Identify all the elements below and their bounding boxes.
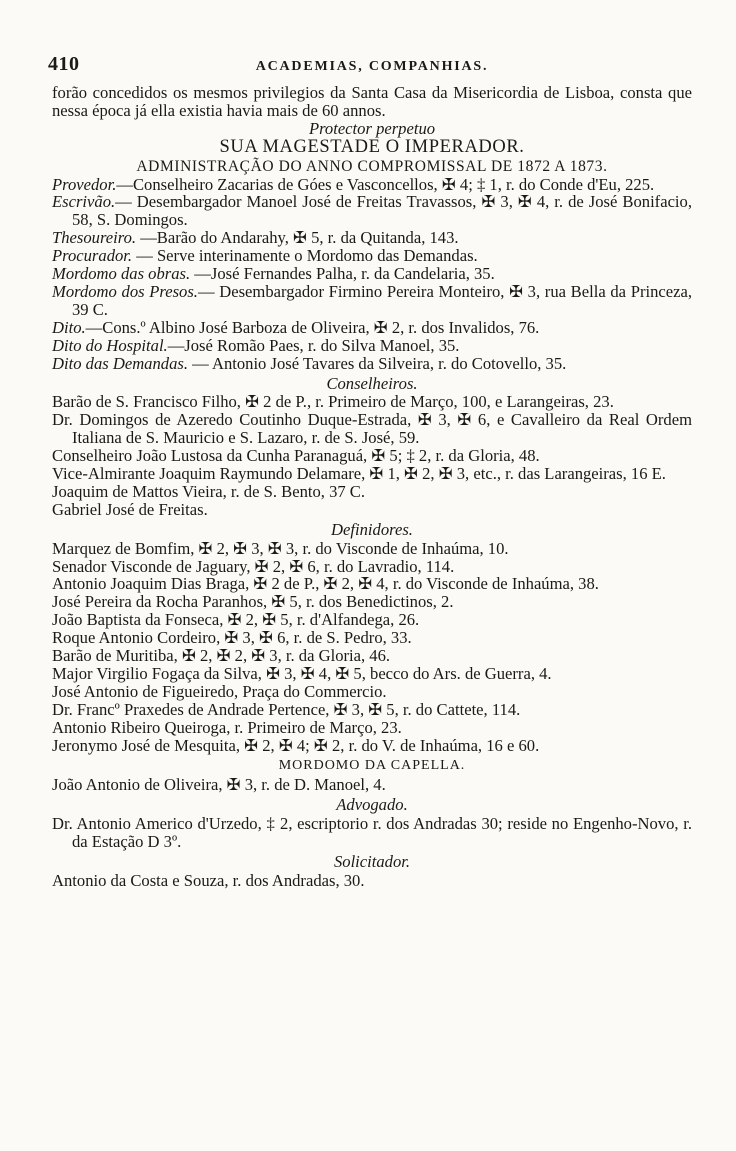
officer-entry [52, 247, 692, 265]
list-item: Joaquim de Mattos Vieira, r. de S. Bento, 37 C. [52, 481, 366, 501]
officer-entry [52, 337, 692, 355]
officer-entry [52, 283, 692, 319]
list-item: José Pereira da Rocha Paranhos, ✠ 5, r. dos Benedictinos, 2. [52, 592, 454, 612]
running-title: ACADEMIAS, COMPANHIAS. [255, 59, 489, 74]
officer-text: — Antonio José Tavares da Silveira, r. do Cotovello, 35. [187, 353, 567, 373]
running-head [48, 53, 692, 82]
officer-role: Mordomo das obras. [52, 264, 191, 284]
list-item: Marquez de Bomfim, ✠ 2, ✠ 3, ✠ 3, r. do Visconde de Inhaúma, 10. [52, 538, 509, 558]
officer-role: Mordomo dos Presos. [52, 281, 198, 301]
conselheiros-list [52, 393, 692, 518]
protector-label: Protector perpetuo [308, 118, 436, 138]
page-number: 410 [48, 53, 80, 75]
officer-role: Dito. [52, 317, 86, 337]
officers-list [52, 176, 692, 373]
officer-role: Dito das Demandas. [52, 353, 188, 373]
officer-text: —Conselheiro Zacarias de Góes e Vasconcellos, ✠ 4; ‡ 1, r. do Conde d'Eu, 225. [116, 174, 655, 194]
officer-text: — Desembargador Firmino Pereira Monteiro, ✠ 3, rua Bella da Princeza, 39 C. [72, 281, 693, 319]
list-item: Senador Visconde de Jaguary, ✠ 2, ✠ 6, r. do Lavradio, 114. [52, 556, 455, 576]
list-item: Antonio Joaquim Dias Braga, ✠ 2 de P., ✠ 2, ✠ 4, r. do Visconde de Inhaúma, 38. [52, 574, 599, 594]
officer-text: —Barão do Andarahy, ✠ 5, r. da Quitanda, 143. [136, 228, 459, 248]
officer-entry [52, 319, 692, 337]
list-item: João Baptista da Fonseca, ✠ 2, ✠ 5, r. d'Alfandega, 26. [52, 610, 420, 630]
officer-role: Provedor. [52, 174, 117, 194]
advogado-heading: Advogado. [336, 795, 408, 815]
officer-role: Escrivão. [52, 192, 116, 212]
solicitador-heading: Solicitador. [333, 852, 411, 872]
officer-entry [52, 229, 692, 247]
list-item: Major Virgilio Fogaça da Silva, ✠ 3, ✠ 4, ✠ 5, becco do Ars. de Guerra, 4. [52, 664, 552, 683]
list-item: Dr. Francº Praxedes de Andrade Pertence, ✠ 3, ✠ 5, r. do Cattete, 114. [52, 699, 521, 719]
list-item: Jeronymo José de Mesquita, ✠ 2, ✠ 4; ✠ 2, r. do V. de Inhaúma, 16 e 60. [52, 735, 540, 755]
officer-role: Procurador. [52, 246, 133, 266]
list-item: Dr. Domingos de Azeredo Coutinho Duque-Estrada, ✠ 3, ✠ 6, e Cavalleiro da Real Ordem Italiana de S. Mauricio e S. Lazaro, r. de S. José, 59. [52, 410, 692, 448]
conselheiros-heading: Conselheiros. [326, 373, 418, 393]
officer-role: Thesoureiro. [52, 228, 137, 248]
officer-entry [52, 355, 692, 373]
list-item: Conselheiro João Lustosa da Cunha Paranaguá, ✠ 5; ‡ 2, r. da Gloria, 48. [52, 446, 540, 466]
advogado-entry: Dr. Antonio Americo d'Urzedo, ‡ 2, escriptorio r. dos Andradas 30; reside no Engenho-Novo, r. da Estação D 3º. [52, 814, 692, 852]
list-item: Antonio Ribeiro Queiroga, r. Primeiro de Março, 23. [52, 717, 402, 737]
officer-text: —José Romão Paes, r. do Silva Manoel, 35. [167, 335, 460, 355]
officer-text: — Desembargador Manoel José de Freitas Travassos, ✠ 3, ✠ 4, r. de José Bonifacio, 58, S. Domingos. [72, 192, 692, 230]
officer-entry [52, 176, 692, 194]
mordomo-capella-heading: MORDOMO DA CAPELLA. [278, 757, 466, 773]
definidores-heading: Definidores. [331, 519, 413, 539]
list-item: Roque Antonio Cordeiro, ✠ 3, ✠ 6, r. de S. Pedro, 33. [52, 628, 412, 648]
intro-paragraph: forão concedidos os mesmos privilegios da Santa Casa da Misericordia de Lisboa, consta que nessa época já ella existia havia mais de 60 annos. [52, 83, 692, 120]
list-item: Barão de Muritiba, ✠ 2, ✠ 2, ✠ 3, r. da Gloria, 46. [52, 646, 391, 666]
list-item: Barão de S. Francisco Filho, ✠ 2 de P., r. Primeiro de Março, 100, e Larangeiras, 23. [52, 392, 614, 412]
officer-role: Dito do Hospital. [52, 335, 168, 355]
protector-name: SUA MAGESTADE O IMPERADOR. [219, 136, 525, 157]
mordomo-capella-entry: João Antonio de Oliveira, ✠ 3, r. de D. Manoel, 4. [52, 775, 386, 795]
officer-text: —Cons.º Albino José Barboza de Oliveira, ✠ 2, r. dos Invalidos, 76. [85, 317, 540, 337]
officer-text: — Serve interinamente o Mordomo das Demandas. [132, 246, 478, 266]
definidores-list [52, 540, 692, 755]
list-item: José Antonio de Figueiredo, Praça do Commercio. [52, 681, 387, 701]
officer-entry [52, 265, 692, 283]
page [48, 53, 693, 890]
list-item: Vice-Almirante Joaquim Raymundo Delamare, ✠ 1, ✠ 2, ✠ 3, etc., r. das Larangeiras, 16 E. [52, 464, 666, 484]
list-item: Gabriel José de Freitas. [52, 499, 208, 519]
solicitador-entry: Antonio da Costa e Souza, r. dos Andradas, 30. [52, 870, 365, 890]
officer-text: —José Fernandes Palha, r. da Candelaria, 35. [190, 264, 495, 284]
administration-heading: ADMINISTRAÇÃO DO ANNO COMPROMISSAL DE 1872 A 1873. [136, 157, 608, 175]
officer-entry [52, 193, 692, 229]
